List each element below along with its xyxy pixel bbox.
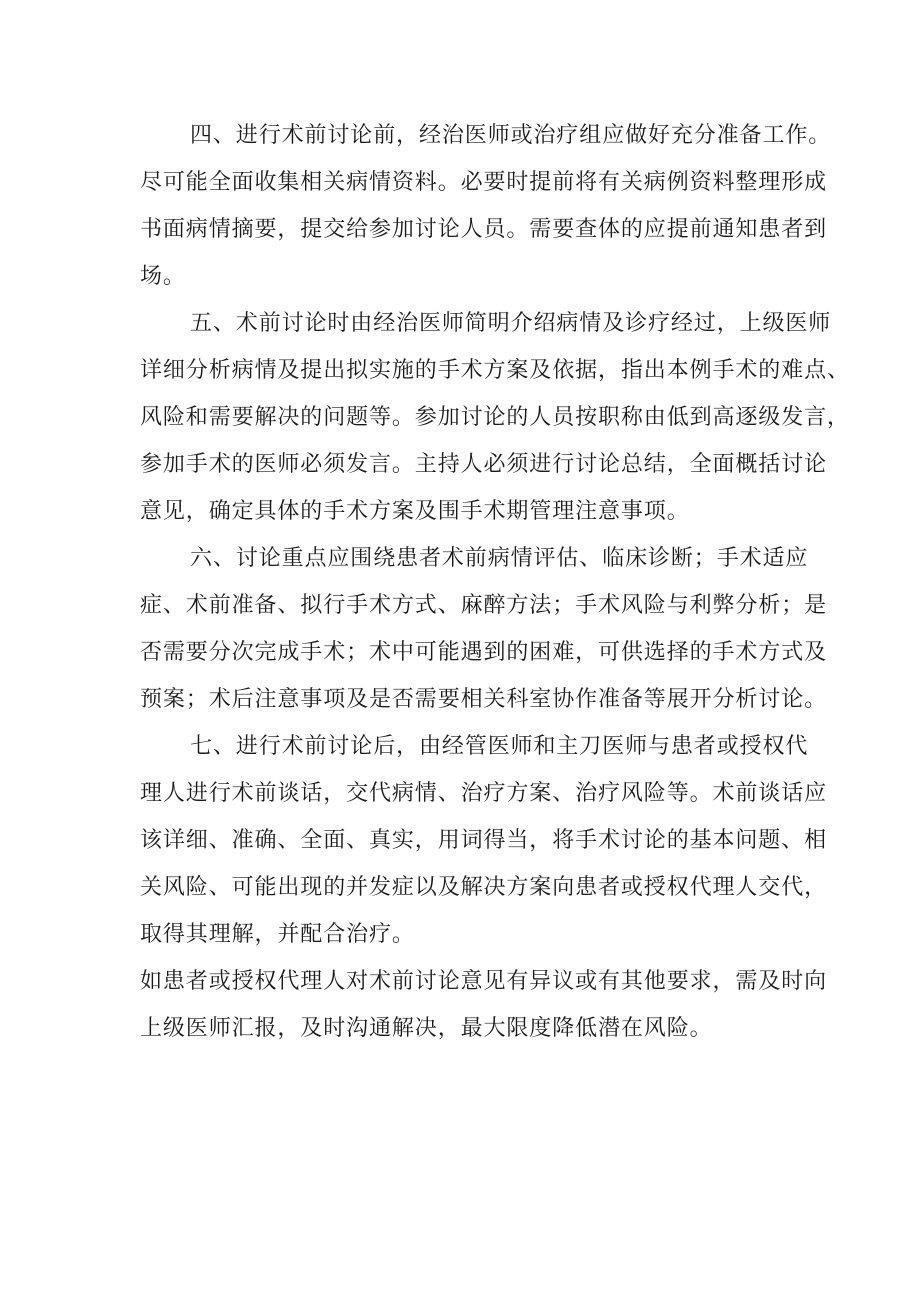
text-line: 意见，确定具体的手术方案及围手术期管理注意事项。 (140, 499, 690, 524)
text-line: 理人进行术前谈话，交代病情、治疗方案、治疗风险等。术前谈话应 (140, 781, 828, 806)
text-line: 参加手术的医师必须发言。主持人必须进行讨论总结，全面概括讨论 (140, 452, 828, 477)
text-line: 四、进行术前讨论前，经治医师或治疗组应做好充分准备工作。 (190, 123, 832, 148)
text-line: 预案；术后注意事项及是否需要相关科室协作准备等展开分析讨论。 (140, 687, 828, 712)
paragraph-7 (140, 723, 830, 958)
text-line: 详细分析病情及提出拟实施的手术方案及依据，指出本例手术的难点、 (140, 358, 850, 383)
text-line: 风险和需要解决的问题等。参加讨论的人员按职称由低到高逐级发言， (140, 405, 850, 430)
paragraph-closing (140, 958, 830, 1052)
text-line: 书面病情摘要，提交给参加讨论人员。需要查体的应提前通知患者到 (140, 217, 828, 242)
text-line: 场。 (140, 264, 186, 289)
paragraph-6 (140, 535, 830, 723)
paragraph-4 (140, 112, 830, 300)
text-line: 六、讨论重点应围绕患者术前病情评估、临床诊断；手术适应 (190, 546, 809, 571)
text-line: 七、进行术前讨论后，由经管医师和主刀医师与患者或授权代 (190, 734, 809, 759)
text-line: 否需要分次完成手术；术中可能遇到的困难，可供选择的手术方式及 (140, 640, 828, 665)
text-line: 尽可能全面收集相关病情资料。必要时提前将有关病例资料整理形成 (140, 170, 828, 195)
paragraph-5 (140, 300, 850, 535)
text-line: 五、术前讨论时由经治医师简明介绍病情及诊疗经过，上级医师 (190, 311, 832, 336)
text-line: 该详细、准确、全面、真实，用词得当，将手术讨论的基本问题、相 (140, 828, 828, 853)
text-line: 症、术前准备、拟行手术方式、麻醉方法；手术风险与利弊分析；是 (140, 593, 828, 618)
text-line: 上级医师汇报，及时沟通解决，最大限度降低潜在风险。 (140, 1016, 713, 1041)
text-line: 关风险、可能出现的并发症以及解决方案向患者或授权代理人交代， (140, 875, 828, 900)
document-body (140, 112, 850, 1052)
text-line: 取得其理解，并配合治疗。 (140, 922, 415, 947)
text-line: 如患者或授权代理人对术前讨论意见有异议或有其他要求，需及时向 (140, 969, 828, 994)
